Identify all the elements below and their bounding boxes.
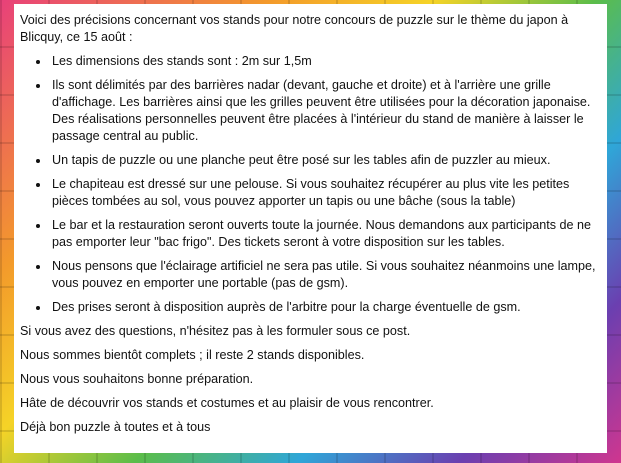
list-item: • Un tapis de puzzle ou une planche peut être posé sur les tables afin de puzzler au mieux. bbox=[50, 152, 599, 169]
list-item: • Les dimensions des stands sont : 2m sur 1,5m bbox=[50, 53, 599, 70]
list-item: • Le bar et la restauration seront ouverts toute la journée. Nous demandons aux participants de ne pas emporter leur "bac frigo". Des tickets seront à votre disposition sur les tables. bbox=[50, 217, 599, 251]
details-list bbox=[20, 53, 599, 316]
announcement-panel bbox=[14, 4, 607, 453]
intro-text: Voici des précisions concernant vos stands pour notre concours de puzzle sur le thème du japon à Blicquy, ce 15 août : bbox=[20, 13, 569, 44]
list-item: • Nous pensons que l'éclairage artificiel ne sera pas utile. Si vous souhaitez néanmoins une lampe, vous pouvez en emporter une portable (pas de gsm). bbox=[50, 258, 599, 292]
closing-line: Hâte de découvrir vos stands et costumes et au plaisir de vous rencontrer. bbox=[20, 396, 434, 410]
closing-line: Nous sommes bientôt complets ; il reste 2 stands disponibles. bbox=[20, 348, 365, 362]
closing-line: Nous vous souhaitons bonne préparation. bbox=[20, 372, 254, 386]
list-item: • Ils sont délimités par des barrières nadar (devant, gauche et droite) et à l'arrière une grille d'affichage. Les barrières ainsi que les grilles peuvent être utilisées pour la décoration japonaise. Des réalisations personnelles peuvent être placées à l'intérieur du stand de manière à laisser le passage central au public. bbox=[50, 77, 599, 145]
closing-line: Si vous avez des questions, n'hésitez pas à les formuler sous ce post. bbox=[20, 324, 411, 338]
closing-line: Déjà bon puzzle à toutes et à tous bbox=[20, 420, 211, 434]
list-item: • Le chapiteau est dressé sur une pelouse. Si vous souhaitez récupérer au plus vite les petites pièces tombées au sol, vous pouvez apporter un tapis ou une bâche (sous la table) bbox=[50, 176, 599, 210]
list-item: • Des prises seront à disposition auprès de l'arbitre pour la charge éventuelle de gsm. bbox=[50, 299, 599, 316]
